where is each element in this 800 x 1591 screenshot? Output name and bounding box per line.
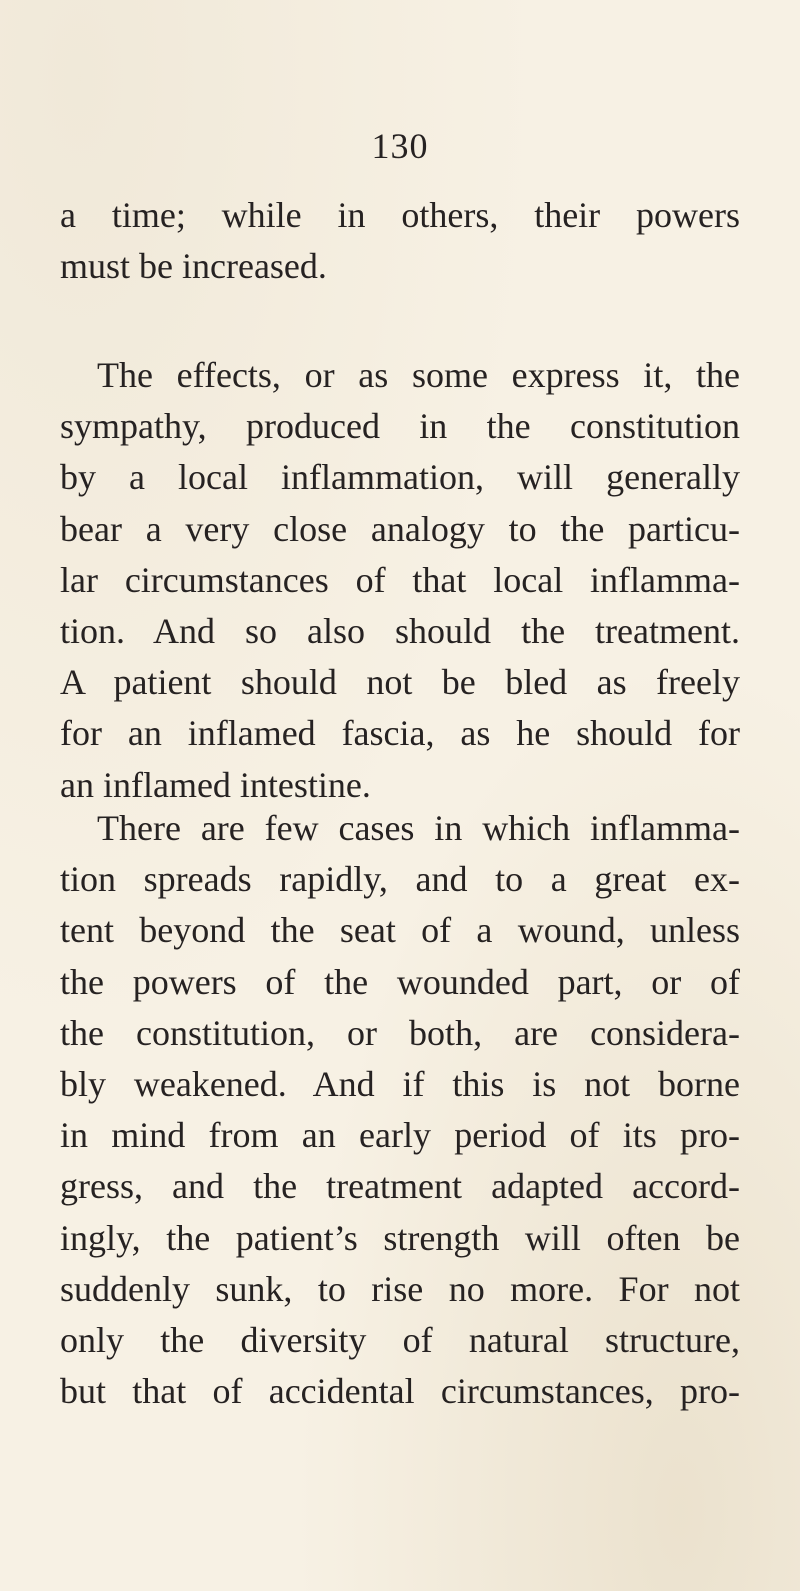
text-line: only the diversity of natural structure, [60,1319,740,1360]
text-line: tion spreads rapidly, and to a great ex- [60,859,740,900]
text-line: A patient should not be bled as freely [60,662,740,703]
text-line: the powers of the wounded part, or of [60,961,740,1002]
paragraph-1 [60,190,740,292]
text-line: bear a very close analogy to the particu- [60,508,740,549]
text-line: but that of accidental circumstances, pro- [60,1371,740,1412]
text-line: lar circumstances of that local inflamma- [60,559,740,600]
text-line: in mind from an early period of its pro- [60,1115,740,1156]
text-line: bly weakened. And if this is not borne [60,1063,740,1104]
text-line: There are few cases in which inflamma- [97,808,740,848]
text-line: tion. And so also should the treatment. [60,610,740,651]
text-line: for an inflamed fascia, as he should for [60,713,740,754]
text-line: a time; while in others, their powers [60,195,740,235]
text-line: must be increased. [60,246,327,287]
text-line: the constitution, or both, are considera- [60,1012,740,1053]
text-line: suddenly sunk, to rise no more. For not [60,1268,740,1309]
text-line: ingly, the patient’s strength will often be [60,1217,740,1258]
text-line: by a local inflammation, will generally [60,457,740,498]
text-line: sympathy, produced in the constitution [60,406,740,447]
text-line: an inflamed intestine. [60,764,371,805]
paragraph-2 [60,350,740,811]
text-line: tent beyond the seat of a wound, unless [60,910,740,951]
text-line: The effects, or as some express it, the [97,355,740,395]
text-line: gress, and the treatment adapted accord- [60,1166,740,1207]
page-number: 130 [371,126,429,166]
paragraph-3 [60,803,740,1417]
